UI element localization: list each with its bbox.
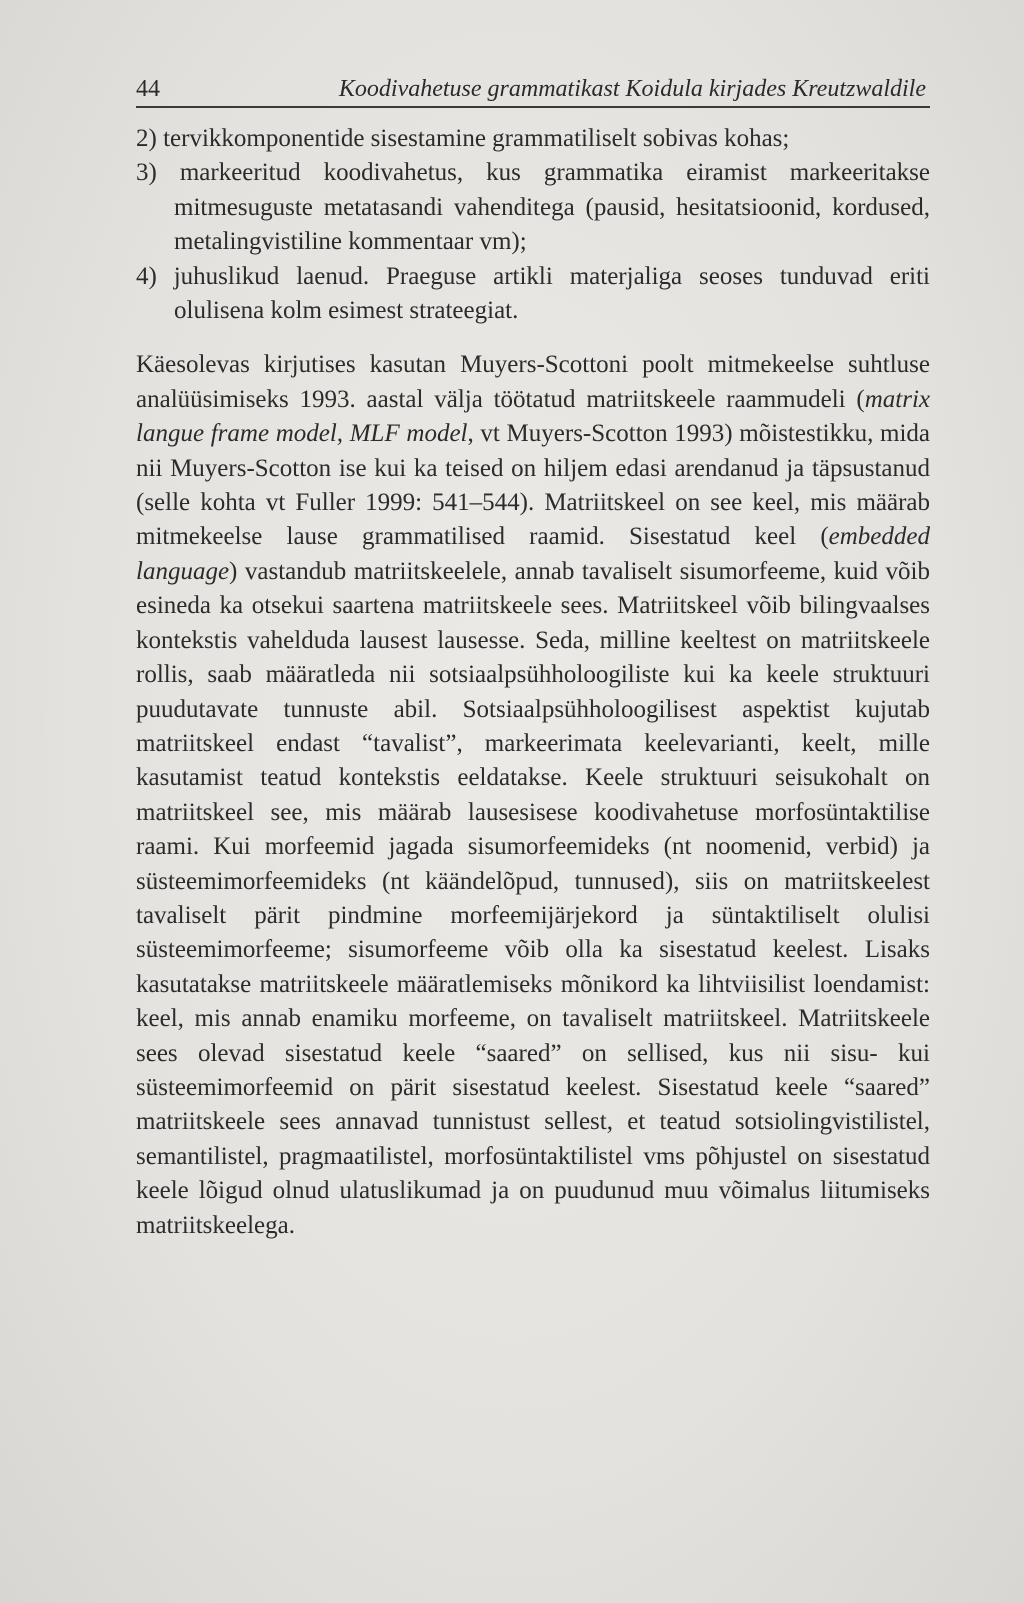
list-item-text: markeeritud koodivahetus, kus grammatika eiramist markeeritakse mitmesuguste metatasandi vahenditega (pausid, hesitatsioonid, kordused, metalingvistiline kommentaar vm); <box>174 159 930 256</box>
main-paragraph <box>136 348 930 1243</box>
paragraph-text: ) vastandub matriitskeelele, annab tavaliselt sisumorfeeme, kuid võib esineda ka otsekui saartena matriitskeele sees. Matriitskeel võib bilingvaalses kontekstis vahelduda lausest lausesse. Seda, milline keeltest on matriitskeele rollis, saab määratleda nii sotsiaalpsühholoogiliste kui ka keele struktuuri puudutavate tunnuste abil. Sotsiaalpsühholoogilisest aspektist kujutab matriitskeel endast “tavalist”, markeerimata keelevarianti, keelt, mille kasutamist teatud kontekstis eeldatakse. Keele struktuuri seisukohalt on matriitskeel see, mis määrab lausesisese koodivahetuse morfosüntaktilise raami. Kui morfeemid jagada sisumorfeemideks (nt noomenid, verbid) ja süsteemimorfeemideks (nt käändelõpud, tunnused), siis on matriitskeelest tavaliselt pärit pindmine morfeemijärjekord ja süntaktiliselt olulisi süsteemimorfeeme; sisumorfeeme võib olla ka sisestatud keelest. Lisaks kasutatakse matriitskeele määratlemiseks mõnikord ka lihtviisilist loendamist: keel, mis annab enamiku morfeeme, on tavaliselt matriitskeel. Matriitskeele sees olevad sisestatud keele “saared” on sellised, kus nii sisu- kui süsteemimorfeemid on pärit sisestatud keelest. Sisestatud keele “saared” matriitskeele sees annavad tunnistust sellest, et teatud sotsiolingvistilistel, semantilistel, pragmaatilistel, morfosüntaktilistel vms põhjustel on sisestatud keele lõigud olnud ulatuslikumad ja on puudunud muu võimalus liitumiseks matriitskeelega. <box>136 557 930 1239</box>
italic-term-embedded-language: embedded language <box>136 523 930 585</box>
italic-term-mlf-model: matrix langue frame model, MLF model <box>136 385 930 448</box>
running-title: Koodivahetuse grammatikast Koidula kirjades Kreutzwaldile <box>338 76 926 102</box>
list-item-number: 3) <box>136 159 157 187</box>
list-item-text: tervikkomponentide sisestamine grammatiliselt sobivas kohas; <box>163 125 790 152</box>
paragraph-text: Käesolevas kirjutises kasutan Muyers-Scottoni poolt mitmekeelse suhtluse analüüsimiseks 1993. aastal välja töötatud matriitskeele raammudeli ( <box>136 351 930 413</box>
list-item <box>136 122 930 156</box>
running-header <box>136 70 930 108</box>
paragraph-text: , vt Muyers-Scotton 1993) mõistestikku, mida nii Muyers-Scotton ise kui ka teised on hiljem edasi arendanud ja täpsustanud (selle kohta vt Fuller 1999: 541–544). Matriitskeel on see keel, mis määrab mitmekeelse lause grammatilised raamid. Sisestatud keel ( <box>136 420 930 551</box>
list-item <box>136 156 930 259</box>
list-item-text: juhuslikud laenud. Praeguse artikli materjaliga seoses tunduvad eriti olulisena kolm esimest strateegiat. <box>173 262 931 325</box>
page-number: 44 <box>136 76 160 102</box>
list-item-number: 4) <box>136 262 157 290</box>
list-item-number: 2) <box>136 125 157 152</box>
body-text <box>136 122 930 1243</box>
list-item <box>136 260 930 329</box>
